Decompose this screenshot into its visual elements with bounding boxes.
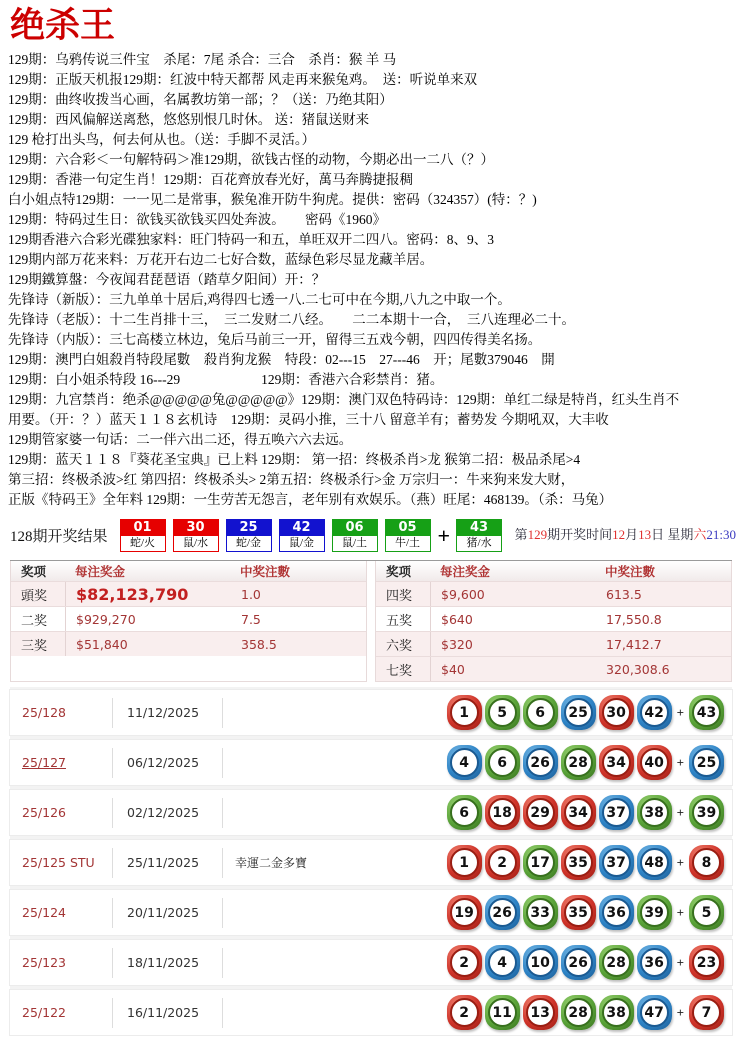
- history-ball-number: 25: [564, 698, 593, 727]
- history-ball-number: 7: [692, 998, 721, 1027]
- prize-tier: 頭奖: [11, 582, 66, 606]
- history-ball: [523, 895, 558, 930]
- history-plus-sign: +: [676, 754, 684, 770]
- history-ball-number: 26: [564, 948, 593, 977]
- result-ball-zodiac: 蛇/金: [226, 536, 272, 552]
- tip-line-22: 第三招：终极杀波>红 第四招：终极杀头> 2第五招：终极杀行>金 万宗归一：牛来狗来发大财，: [8, 472, 575, 487]
- history-ball: [599, 895, 634, 930]
- history-ball: [561, 745, 596, 780]
- history-ball-number: 39: [640, 898, 669, 927]
- history-ball: [637, 745, 672, 780]
- prize-header-amount: 每注奖金: [75, 565, 126, 579]
- history-ball: [599, 745, 634, 780]
- history-ball: [599, 945, 634, 980]
- history-row: [10, 990, 732, 1035]
- prize-amount: $640: [441, 611, 473, 627]
- tip-line-8: 白小姐点特129期：一一见二是常事，猴兔准开防牛狗虎。提供：密码（324357）(特：？): [8, 192, 537, 207]
- history-ball-number: 10: [526, 948, 555, 977]
- history-ball: [523, 945, 558, 980]
- tip-line-6: 129期：六合彩＜一句解特码＞准129期，欲钱古怪的动物，今期必出一二八（？）: [8, 152, 494, 167]
- history-note: [222, 698, 444, 728]
- history-balls: [444, 895, 732, 930]
- history-ball-number: 36: [640, 948, 669, 977]
- history-ball-number: 2: [488, 848, 517, 877]
- history-ball: [637, 795, 672, 830]
- prize-header-label: 奖项: [386, 565, 412, 579]
- history-ball: [637, 845, 672, 880]
- prize-header-count: 中奖注數: [605, 565, 656, 579]
- history-ball-number: 47: [640, 998, 669, 1027]
- history-ball-number: 2: [450, 998, 479, 1027]
- history-ball: [447, 895, 482, 930]
- history-ball-number: 35: [564, 898, 593, 927]
- history-ball-number: 25: [692, 748, 721, 777]
- tip-line-5: 129 枪打出头鸟，何去何从也。（送：手脚不灵活。）: [8, 132, 316, 147]
- history-period-link[interactable]: 25/123: [22, 955, 66, 970]
- prize-amount: $320: [441, 636, 473, 652]
- history-ball: [447, 745, 482, 780]
- history-date: 02/12/2025: [112, 798, 222, 828]
- result-ball: [456, 519, 502, 552]
- history-ball-number: 23: [692, 948, 721, 977]
- prize-count: 1.0: [241, 586, 261, 602]
- history-plus-sign: +: [676, 854, 684, 870]
- history-ball: [523, 795, 558, 830]
- history-table: [10, 687, 732, 1035]
- prize-tier: 七奖: [376, 657, 431, 681]
- history-ball: [561, 795, 596, 830]
- history-note: [222, 998, 444, 1028]
- history-ball: [689, 695, 724, 730]
- result-ball-zodiac: 猪/水: [456, 536, 502, 552]
- history-ball-number: 6: [450, 798, 479, 827]
- history-ball-number: 35: [564, 848, 593, 877]
- history-balls: [444, 695, 732, 730]
- history-ball-number: 37: [602, 848, 631, 877]
- prize-header-amount: 每注奖金: [440, 565, 491, 579]
- history-ball: [485, 945, 520, 980]
- history-ball-number: 38: [640, 798, 669, 827]
- history-ball: [447, 995, 482, 1030]
- result-ball-number: 06: [332, 519, 378, 536]
- history-ball-number: 28: [602, 948, 631, 977]
- result-ball-number: 42: [279, 519, 325, 536]
- result-ball: [120, 519, 166, 552]
- history-note: [222, 798, 444, 828]
- history-period-link[interactable]: 25/126: [22, 805, 66, 820]
- history-ball: [689, 795, 724, 830]
- history-ball-number: 19: [450, 898, 479, 927]
- plus-sign: +: [437, 522, 451, 548]
- history-ball: [485, 745, 520, 780]
- next-draw-text: 第: [514, 527, 528, 542]
- history-ball: [689, 895, 724, 930]
- history-balls: [444, 995, 732, 1030]
- history-ball: [523, 745, 558, 780]
- history-ball: [561, 995, 596, 1030]
- prize-row: [11, 606, 366, 631]
- prize-header-count: 中奖注數: [240, 565, 291, 579]
- next-draw-text: 13: [638, 527, 652, 542]
- history-ball-number: 2: [450, 948, 479, 977]
- result-ball-zodiac: 鼠/金: [279, 536, 325, 552]
- tip-line-20: 129期管家婆一句话：二一伴六出二还，得五唤六六去远。: [8, 432, 353, 447]
- prize-amount: $929,270: [76, 611, 136, 627]
- history-ball-number: 17: [526, 848, 555, 877]
- history-date: 25/11/2025: [112, 848, 222, 878]
- history-ball-number: 28: [564, 998, 593, 1027]
- history-ball-number: 5: [488, 698, 517, 727]
- history-ball-number: 26: [488, 898, 517, 927]
- history-ball: [447, 945, 482, 980]
- history-ball: [599, 995, 634, 1030]
- history-ball: [689, 745, 724, 780]
- history-balls: [444, 845, 732, 880]
- history-ball: [485, 695, 520, 730]
- result-ball: [385, 519, 431, 552]
- history-ball: [637, 695, 672, 730]
- tip-line-21: 129期：蓝天１１８『葵花圣宝典』已上料 129期： 第一招：终极杀肖>龙 猴第二招：极品杀尾>4: [8, 452, 581, 467]
- history-row: [10, 690, 732, 735]
- history-ball: [485, 845, 520, 880]
- prize-count: 17,550.8: [606, 611, 662, 627]
- history-balls: [444, 795, 732, 830]
- history-ball-number: 34: [602, 748, 631, 777]
- prize-tier: 五奖: [376, 607, 431, 631]
- prize-amount: $82,123,790: [76, 584, 189, 604]
- history-ball: [599, 845, 634, 880]
- tip-line-16: 129期：澳門白姐殺肖特段尾數 殺肖狗龙猴 特段：02---15 27---46 开；尾數379046 開: [8, 352, 555, 367]
- result-ball: [173, 519, 219, 552]
- history-ball-number: 48: [640, 848, 669, 877]
- prize-tier: 四奖: [376, 582, 431, 606]
- history-period-link[interactable]: 25/127: [22, 755, 66, 770]
- history-row: [10, 790, 732, 835]
- tip-line-19: 用要。（开：？）蓝天１１８玄机诗 129期：灵码小推，三十八 留意羊有；蓄势发 今期吼双，大丰收: [8, 412, 609, 427]
- tips-section: [8, 50, 742, 510]
- history-ball-number: 34: [564, 798, 593, 827]
- history-ball-number: 29: [526, 798, 555, 827]
- history-ball: [523, 845, 558, 880]
- history-plus-sign: +: [676, 904, 684, 920]
- history-ball: [447, 695, 482, 730]
- history-row: [10, 740, 732, 785]
- history-period-link[interactable]: 25/128: [22, 705, 66, 720]
- history-ball: [523, 995, 558, 1030]
- history-period-link[interactable]: 25/122: [22, 1005, 66, 1020]
- history-ball-number: 4: [450, 748, 479, 777]
- tip-line-1: 129期：乌鸦传说三件宝 杀尾：7尾 杀合：三合 杀肖：猴 羊 马: [8, 52, 397, 67]
- history-row: [10, 840, 732, 885]
- history-ball-number: 36: [602, 898, 631, 927]
- history-ball-number: 13: [526, 998, 555, 1027]
- tip-line-14: 先锋诗（老版）：十二生肖排十三， 三二发财二八经。 二二本期十一合， 三八连理必二十。: [8, 312, 575, 327]
- history-plus-sign: +: [676, 1004, 684, 1020]
- next-draw-text: 六: [693, 527, 707, 542]
- history-ball-number: 43: [692, 698, 721, 727]
- history-ball: [637, 995, 672, 1030]
- result-ball: [332, 519, 378, 552]
- prize-count: 613.5: [606, 586, 642, 602]
- history-ball: [447, 845, 482, 880]
- tip-line-9: 129期：特码过生日：欲钱买欲钱买四处奔波。 密码《1960》: [8, 212, 386, 227]
- result-ball-number: 05: [385, 519, 431, 536]
- history-ball-number: 37: [602, 798, 631, 827]
- history-date: 20/11/2025: [112, 898, 222, 928]
- result-ball: [279, 519, 325, 552]
- history-date: 16/11/2025: [112, 998, 222, 1028]
- prize-amount: $40: [441, 661, 465, 677]
- history-balls: [444, 945, 732, 980]
- prize-count: 358.5: [241, 636, 277, 652]
- prize-row: [11, 581, 366, 606]
- prize-count: 320,308.6: [606, 661, 670, 677]
- prize-header-row: [376, 561, 731, 581]
- prize-count: 17,412.7: [606, 636, 662, 652]
- history-ball: [599, 695, 634, 730]
- history-plus-sign: +: [676, 704, 684, 720]
- history-ball-number: 30: [602, 698, 631, 727]
- prize-row: [376, 581, 731, 606]
- result-ball-number: 01: [120, 519, 166, 536]
- prize-table: [10, 560, 732, 682]
- tip-line-10: 129期香港六合彩光碟独家料：旺门特码一和五，单旺双开二四八。密码：8、9、3: [8, 232, 494, 247]
- result-ball-zodiac: 鼠/土: [332, 536, 378, 552]
- prize-table-left: [10, 561, 367, 682]
- next-draw-text: 21:30: [706, 527, 736, 542]
- history-ball-number: 8: [692, 848, 721, 877]
- page: [0, 6, 742, 1043]
- next-draw-text: 129: [527, 527, 548, 542]
- tip-line-18: 129期：九宫禁肖：绝杀@@@@@兔@@@@@》129期：澳门双色特码诗：129期：单红二绿是特肖，红头生肖不: [8, 392, 680, 407]
- history-row: [10, 940, 732, 985]
- history-ball: [637, 895, 672, 930]
- prize-row: [376, 606, 731, 631]
- result-ball-zodiac: 蛇/火: [120, 536, 166, 552]
- history-ball-number: 33: [526, 898, 555, 927]
- history-ball-number: 26: [526, 748, 555, 777]
- history-plus-sign: +: [676, 954, 684, 970]
- history-ball-number: 1: [450, 698, 479, 727]
- prize-row: [376, 656, 731, 681]
- latest-result-bar: [10, 516, 742, 554]
- history-ball: [561, 695, 596, 730]
- result-balls: [120, 519, 510, 552]
- result-ball-zodiac: 鼠/水: [173, 536, 219, 552]
- next-draw-text: 日 星期: [651, 527, 694, 542]
- next-draw-text: 月: [625, 527, 639, 542]
- tip-line-7: 129期：香港一句定生肖！129期：百花齊放春光好，萬马奔腾捷报稠: [8, 172, 413, 187]
- latest-result-label: 128期开奖结果: [10, 528, 108, 545]
- result-ball-number: 43: [456, 519, 502, 536]
- history-ball: [447, 795, 482, 830]
- history-note: [222, 898, 444, 928]
- history-ball: [485, 795, 520, 830]
- history-ball-number: 4: [488, 948, 517, 977]
- history-row: [10, 890, 732, 935]
- prize-amount: $9,600: [441, 586, 485, 602]
- history-ball: [637, 945, 672, 980]
- next-draw-text: 12: [612, 527, 626, 542]
- history-ball-number: 1: [450, 848, 479, 877]
- next-draw-text: 期开奖时间: [547, 527, 613, 542]
- history-note: [222, 748, 444, 778]
- tip-line-15: 先锋诗（内版）：三七高楼立林边，兔后马前三一开，留得三五戏今朝，四四传得美名扬。: [8, 332, 542, 347]
- history-ball: [599, 795, 634, 830]
- history-ball-number: 42: [640, 698, 669, 727]
- history-ball-number: 39: [692, 798, 721, 827]
- history-ball: [561, 945, 596, 980]
- history-note: 幸運二金多寶: [222, 848, 444, 878]
- history-ball: [523, 695, 558, 730]
- history-period-link[interactable]: 25/124: [22, 905, 66, 920]
- history-ball-number: 18: [488, 798, 517, 827]
- tip-line-2: 129期：正版天机报129期：红波中特天都帮 风走再来猴兔鸡。 送：听说单来双: [8, 72, 478, 87]
- tip-line-13: 先锋诗（新版）：三九单单十居后,鸡得四七透一八.二七可中在今期,八九之中取一个。: [8, 292, 511, 307]
- history-ball-number: 5: [692, 898, 721, 927]
- history-ball-number: 28: [564, 748, 593, 777]
- tip-line-11: 129期内部万花来料：万花开右边二七好合数，蓝绿色彩尽显龙藏羊居。: [8, 252, 434, 267]
- history-ball: [561, 845, 596, 880]
- tip-line-3: 129期：曲终收拨当心画，名属教坊第一部；？（送：乃绝其阳）: [8, 92, 393, 107]
- history-ball: [485, 995, 520, 1030]
- prize-table-right: [375, 561, 732, 682]
- result-ball-number: 25: [226, 519, 272, 536]
- history-date: 18/11/2025: [112, 948, 222, 978]
- history-plus-sign: +: [676, 804, 684, 820]
- prize-tier: 二奖: [11, 607, 66, 631]
- history-balls: [444, 745, 732, 780]
- tip-line-4: 129期：西风偏解送离愁，悠悠别恨几时休。 送：猪鼠送财来: [8, 112, 370, 127]
- history-date: 11/12/2025: [112, 698, 222, 728]
- result-ball-number: 30: [173, 519, 219, 536]
- history-ball: [689, 945, 724, 980]
- next-draw-info: [515, 524, 736, 543]
- tip-line-23: 正版《特码王》全年料 129期：一生劳苦无怨言，老年别有欢娱乐。（燕）旺尾：468139。（杀：马兔）: [8, 492, 613, 507]
- prize-header-row: [11, 561, 366, 581]
- history-ball-number: 6: [488, 748, 517, 777]
- prize-tier: 六奖: [376, 632, 431, 656]
- history-note: [222, 948, 444, 978]
- prize-count: 7.5: [241, 611, 261, 627]
- prize-tier: 三奖: [11, 632, 66, 656]
- history-ball: [561, 895, 596, 930]
- prize-row-empty: [11, 656, 366, 681]
- prize-row: [11, 631, 366, 656]
- history-ball-number: 6: [526, 698, 555, 727]
- result-ball: [226, 519, 272, 552]
- page-title: 绝杀王: [10, 6, 116, 45]
- prize-row: [376, 631, 731, 656]
- history-ball-number: 38: [602, 998, 631, 1027]
- history-ball: [689, 845, 724, 880]
- history-ball-number: 40: [640, 748, 669, 777]
- history-ball: [689, 995, 724, 1030]
- tip-line-12: 129期鐵算盤：今夜闻君琵琶语（踏草夕阳间）开：？: [8, 272, 326, 287]
- tip-line-17: 129期：白小姐杀特段 16---29 129期：香港六合彩禁肖：猪。: [8, 372, 444, 387]
- history-ball-number: 11: [488, 998, 517, 1027]
- prize-amount: $51,840: [76, 636, 128, 652]
- history-ball: [485, 895, 520, 930]
- prize-header-label: 奖项: [21, 565, 47, 579]
- result-ball-zodiac: 牛/土: [385, 536, 431, 552]
- history-date: 06/12/2025: [112, 748, 222, 778]
- history-period-link[interactable]: 25/125 STU: [22, 855, 95, 870]
